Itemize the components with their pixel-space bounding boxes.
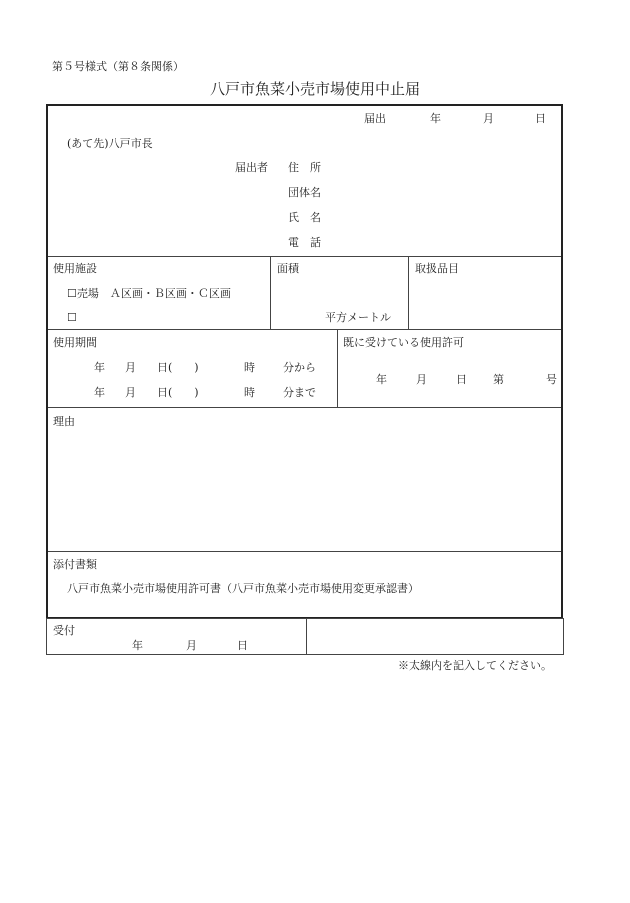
reception-month: 月 bbox=[186, 639, 197, 652]
period-from-year: 年 bbox=[94, 361, 105, 374]
period-to-label: 分まで bbox=[283, 386, 316, 399]
reception-stamp-box bbox=[306, 618, 564, 655]
permit-go: 号 bbox=[546, 373, 557, 386]
permit-day: 日 bbox=[456, 373, 467, 386]
period-to-day: 日( ) bbox=[157, 386, 199, 399]
area-unit: 平方メートル bbox=[325, 311, 391, 324]
addressee: (あて先)八戸市長 bbox=[67, 137, 153, 150]
group-label: 団体名 bbox=[288, 186, 321, 199]
submit-year: 年 bbox=[430, 112, 441, 125]
facility-option-other[interactable]: ☐ bbox=[67, 311, 77, 324]
attachments-text: 八戸市魚菜小売市場使用許可書（八戸市魚菜小売市場使用変更承認書） bbox=[67, 582, 419, 595]
divider-permit-left bbox=[337, 329, 338, 407]
period-to-hour: 時 bbox=[244, 386, 255, 399]
divider-goods-left bbox=[408, 256, 409, 329]
reason-label: 理由 bbox=[53, 415, 75, 428]
permit-dai: 第 bbox=[493, 373, 504, 386]
submit-label: 届出 bbox=[364, 112, 386, 125]
reception-label: 受付 bbox=[53, 624, 75, 637]
applicant-label: 届出者 bbox=[235, 161, 268, 174]
phone-label: 電 話 bbox=[288, 236, 321, 249]
reception-day: 日 bbox=[237, 639, 248, 652]
permit-year: 年 bbox=[376, 373, 387, 386]
facility-label: 使用施設 bbox=[53, 262, 97, 275]
area-label: 面積 bbox=[277, 262, 299, 275]
address-label: 住 所 bbox=[288, 161, 321, 174]
submit-day: 日 bbox=[535, 112, 546, 125]
period-label: 使用期間 bbox=[53, 336, 97, 349]
divider-period bbox=[48, 407, 561, 408]
goods-label: 取扱品目 bbox=[415, 262, 459, 275]
period-from-month: 月 bbox=[125, 361, 136, 374]
form-number: 第５号様式（第８条関係） bbox=[52, 60, 184, 73]
reception-year: 年 bbox=[132, 639, 143, 652]
period-to-month: 月 bbox=[125, 386, 136, 399]
divider-facility bbox=[48, 329, 561, 330]
period-from-label: 分から bbox=[283, 361, 316, 374]
period-from-day: 日( ) bbox=[157, 361, 199, 374]
permit-month: 月 bbox=[416, 373, 427, 386]
facility-option-stall[interactable]: ☐売場 Ａ区画・Ｂ区画・Ｃ区画 bbox=[67, 287, 231, 300]
attachments-label: 添付書類 bbox=[53, 558, 97, 571]
page-title: 八戸市魚菜小売市場使用中止届 bbox=[209, 80, 420, 98]
reception-box bbox=[46, 618, 307, 655]
period-from-hour: 時 bbox=[244, 361, 255, 374]
period-to-year: 年 bbox=[94, 386, 105, 399]
name-label: 氏 名 bbox=[288, 211, 321, 224]
submit-month: 月 bbox=[483, 112, 494, 125]
divider-reason bbox=[48, 551, 561, 552]
divider-area-left bbox=[270, 256, 271, 329]
divider-header bbox=[48, 256, 561, 257]
permit-label: 既に受けている使用許可 bbox=[343, 336, 464, 349]
footnote: ※太線内を記入してください。 bbox=[398, 659, 552, 672]
